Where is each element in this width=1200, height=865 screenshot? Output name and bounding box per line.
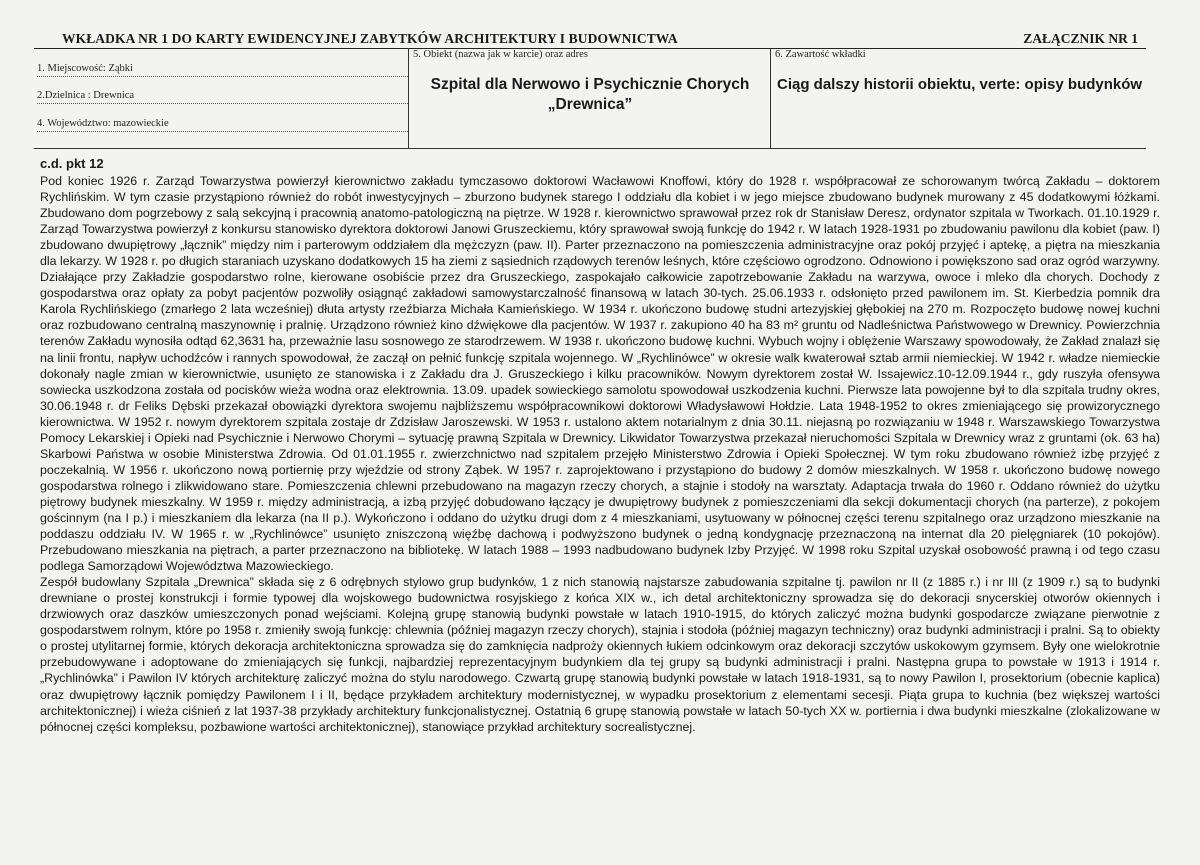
location-column <box>34 48 408 148</box>
contents-value: Ciąg dalszy historii obiektu, verte: opisy budynków <box>777 76 1143 93</box>
paragraph-buildings: Zespół budowlany Szpitala „Drewnica” składa się z 6 odrębnych stylowo grup budynków, 1 z nich stanowią najstarsze zabudowania szpitalne tj. pawilon nr II (z 1885 r.) i nr III (z 1909 r.) są to budynki drewniane o prostej konstrukcji i formie typowej dla wojskowego budownictwa rosyjskiego z końca XIX w., ich detal architektoniczny sprowadza się do dekoracji snycerskiej otworów okiennych i drzwiowych oraz daszków umieszczonych ponad wejściami. Kolejną grupę stanowią budynki powstałe w latach 1910-1915, do których zaliczyć można budynki gospodarcze związane pierwotnie z gospodarstwem rolnym, które po 1958 r. zmieniły swoją funkcję: chlewnia (później magazyn rzeczy chorych), stajnia i stodoła (później magazyn techniczny) oraz budynki administracji i pralni. Są to obiekty o prostej utylitarnej formie, których dekoracja architektoniczna sprowadza się do zamknięcia nadproży okiennych łukiem odcinkowym oraz dekoracji szczytów uskokowym gzymsem. Były one wielokrotnie przebudowywane i adoptowane do zmieniających się funkcji, najbardziej reprezentacyjnym budynkiem dla tej grupy są budynki administracji i pralni. Następna grupa to powstałe w 1913 i 1914 r. „Rychlinówka” i Pawilon IV których architekturę zaliczyć można do stylu narodowego. Czwartą grupę stanowią budynki powstałe w latach 1918-1931, są to nowy Pawilon I, prosektorium (obecnie kaplica) oraz dwupiętrowy łącznik pomiędzy Pawilonem I i II, będące przykładem architektury modernistycznej, w wypadku prosektorium z elementami secesji. Piąta grupa to kuchnia (bez większej wartości architektonicznej) i wieża ciśnień z lat 1937-38 przykłady architektury funkcjonalistycznej. Ostatnią 6 grupę stanowią powstałe w latach 50-tych XX w. portiernia i dwa budynki mieszkalne (zlokalizowane w północnej części kompleksu, pozbawione wartości architektonicznej), stanowiące przykład architektury socrealistycznej. <box>40 575 1160 734</box>
field-wojewodztwo: 4. Województwo: mazowieckie <box>37 118 408 132</box>
section-heading: c.d. pkt 12 <box>40 156 104 171</box>
contents-label: 6. Zawartość wkładki <box>775 49 866 60</box>
object-name-line1: Szpital dla Nerwowo i Psychicznie Chorych <box>430 76 750 93</box>
object-name-line2: „Drewnica” <box>547 96 633 113</box>
document-title: WKŁADKA NR 1 DO KARTY EWIDENCYJNEJ ZABYTKÓW ARCHITEKTURY I BUDOWNICTWA <box>62 31 678 46</box>
paragraph-history: Pod koniec 1926 r. Zarząd Towarzystwa powierzył kierownictwo zakładu tymczasowo doktorowi Wacławowi Knoffowi, który do 1928 r. współpracował ze schorowanym twórcą Zakładu – doktorem Rychlińskim. W tym czasie przystąpiono również do robót inwestycyjnych – zburzono budynek starego I oddziału dla kobiet i w jego miejsce zbudowano budynek murowany z 45 dodatkowymi łóżkami. Zbudowano dom pogrzebowy z salą sekcyjną i pracownią anatomo-patologiczną na piętrze. W 1928 r. kierownictwo sprawował przez rok dr Stanisław Deresz, ordynator szpitala w Tworkach. 01.10.1929 r. Zarząd Towarzystwa powierzył z konkursu stanowisko dyrektora doktorowi Janowi Gruszeckiemu, który sprawował swoją funkcję do 1942 r. W latach 1928-1931 po zbudowaniu pawilonu dla kobiet (paw. I) zbudowano dwupiętrowy „łącznik” między nim i parterowym oddziałem dla mężczyzn (paw. II). Parter przeznaczono na pomieszczenia administracyjne oraz pokój przyjęć i aptekę, a piętra na mieszkania dla lekarzy. W 1928 r. po długich staraniach uzyskano dodatkowych 15 ha ziemi z sąsiednich rządowych terenów leśnych, które częściowo ogrodzono. Odnowiono i powiększono sad oraz ogród warzywny. Działające przy Zakładzie gospodarstwo rolne, kierowane osobiście przez dra Gruszeckiego, zaspokajało całkowicie zapotrzebowanie Zakładu na warzywa, owoce i mleko dla chorych. Dochody z gospodarstwa oraz opłaty za pobyt pacjentów pozwoliły osiągnąć zakładowi samowystarczalność finansową w latach 30-tych. 25.06.1933 r. odsłonięto przed pawilonem im. St. Kierbedzia pomnik dra Karola Rychlińskiego (zmarłego 2 lata wcześniej) dłuta artysty rzeźbiarza Michała Kamieńskiego. W 1934 r. ukończono budowę studni artezyjskiej głębokiej na 270 m. Rozpoczęto budowę nowej kuchni oraz rozbudowano centralną maszynownię i pralnię. Urządzono również kino dźwiękowe dla pacjentów. W 1937 r. zakupiono 40 ha 83 m² gruntu od Nadleśnictwa Państwowego w Drewnicy. Powierzchnia terenów Zakładu wynosiła odtąd 62,3631 ha, przeważnie lasu sosnowego ze starodrzewem. W 1938 r. ukończono budowę kuchni. Wybuch wojny i oblężenie Warszawy spowodowały, że Zakład znalazł się na linii frontu, napływ uchodźców i rannych spowodował, że zaczął on pełnić funkcję szpitala wojennego. W „Rychlinówce” w okresie walk kwaterował sztab armii niemieckiej. W 1942 r. władze niemieckie dokonały nagle zmian w kierownictwie, usunięto ze stanowiska i z Zakładu dra J. Gruszeckiego i kilku pracowników. Nowym dyrektorem został W. Issajewicz.10-12.09.1944 r., gdy ruszyła ofensywa sowiecka uszkodzona została od pocisków wieża wodna oraz elektrownia. 13.09. upadek sowieckiego samolotu spowodował uszkodzenia kuchni. Pierwsze lata powojenne był to dla szpitala trudny okres, 30.06.1948 r. dr Feliks Dębski przekazał obowiązki dyrektora swojemu najbliższemu współpracownikowi doktorowi Władysławowi Hołdzie. Lata 1948-1952 to okres zmieniającego się prowizorycznego kierownictwa. W 1952 r. nowym dyrektorem szpitala zostaje dr Zdzisław Jaroszewski. W 1953 r. ustalono aktem notarialnym z dnia 30.11. niejasną po rozwiązaniu w 1948 r. Warszawskiego Towarzystwa Pomocy Lekarskiej i Opieki nad Psychicznie i Nerwowo Chorymi – sytuację prawną Szpitala w Drewnicy. Likwidator Towarzystwa przekazał nieruchomości Szpitala w Drewnicy wraz z gruntami (ok. 63 ha) Skarbowi Państwa w osobie Ministerstwa Zdrowia. Od 01.01.1955 r. zwierzchnictwo nad szpitalem przejęło Ministerstwo Zdrowia i Opieki Społecznej. W tym roku zbudowano również izbę przyjęć z poczekalnią. W 1956 r. ukończono nową portiernię przy wjeździe od strony Ząbek. W 1957 r. zaprojektowano i przystąpiono do budowy 2 domów mieszkalnych. W 1958 r. ukończono budowę nowego gospodarstwa rolnego i zlikwidowano stare. Pomieszczenia chlewni przebudowano na magazyn rzeczy chorych, a stajnie i stodoły na warsztaty. Adaptacja trwała do 1960 r. Oddano również do użytku piętrowy budynek mieszkalny. W 1959 r. między administracją, a izbą przyjęć dobudowano łączący je dwupiętrowy budynek z pomieszczeniami dla sekcji dokumentacji chorych (na parterze), z pokojem gościnnym (na I p.) i mieszkaniem dla lekarza (na II p.). Wykończono i oddano do użytku drugi dom z 4 mieszkaniami, usytuowany w północnej części terenu szpitalnego oraz urządzono mieszkanie na poddaszu oddziału IV. W 1965 r. w „Rychlinówce” usunięto zniszczoną więźbę dachową i podwyższono budynek o jedną kondygnację przeznaczoną na internat dla 20 pielęgniarek (10 pokojów). Przebudowano mieszkania na piętrach, a parter przeznaczono na bibliotekę. W latach 1988 – 1993 nadbudowano budynek Izby Przyjęć. W 1998 roku Szpital uzyskał osobowość prawną i od tego czasu podlega Samorządowi Województwa Mazowieckiego. <box>40 174 1160 574</box>
form-fields-box <box>34 48 1146 149</box>
object-name <box>409 75 771 115</box>
document-body <box>40 173 1160 735</box>
header-bar <box>34 30 1146 49</box>
field-miejscowosc: 1. Miejscowość: Ząbki <box>37 63 408 77</box>
field-dzielnica: 2.Dzielnica : Drewnica <box>37 90 408 104</box>
annex-label: ZAŁĄCZNIK NR 1 <box>1023 31 1138 46</box>
contents-column <box>770 48 1147 148</box>
object-label: 5. Obiekt (nazwa jak w karcie) oraz adres <box>413 49 588 60</box>
object-column <box>408 48 771 148</box>
